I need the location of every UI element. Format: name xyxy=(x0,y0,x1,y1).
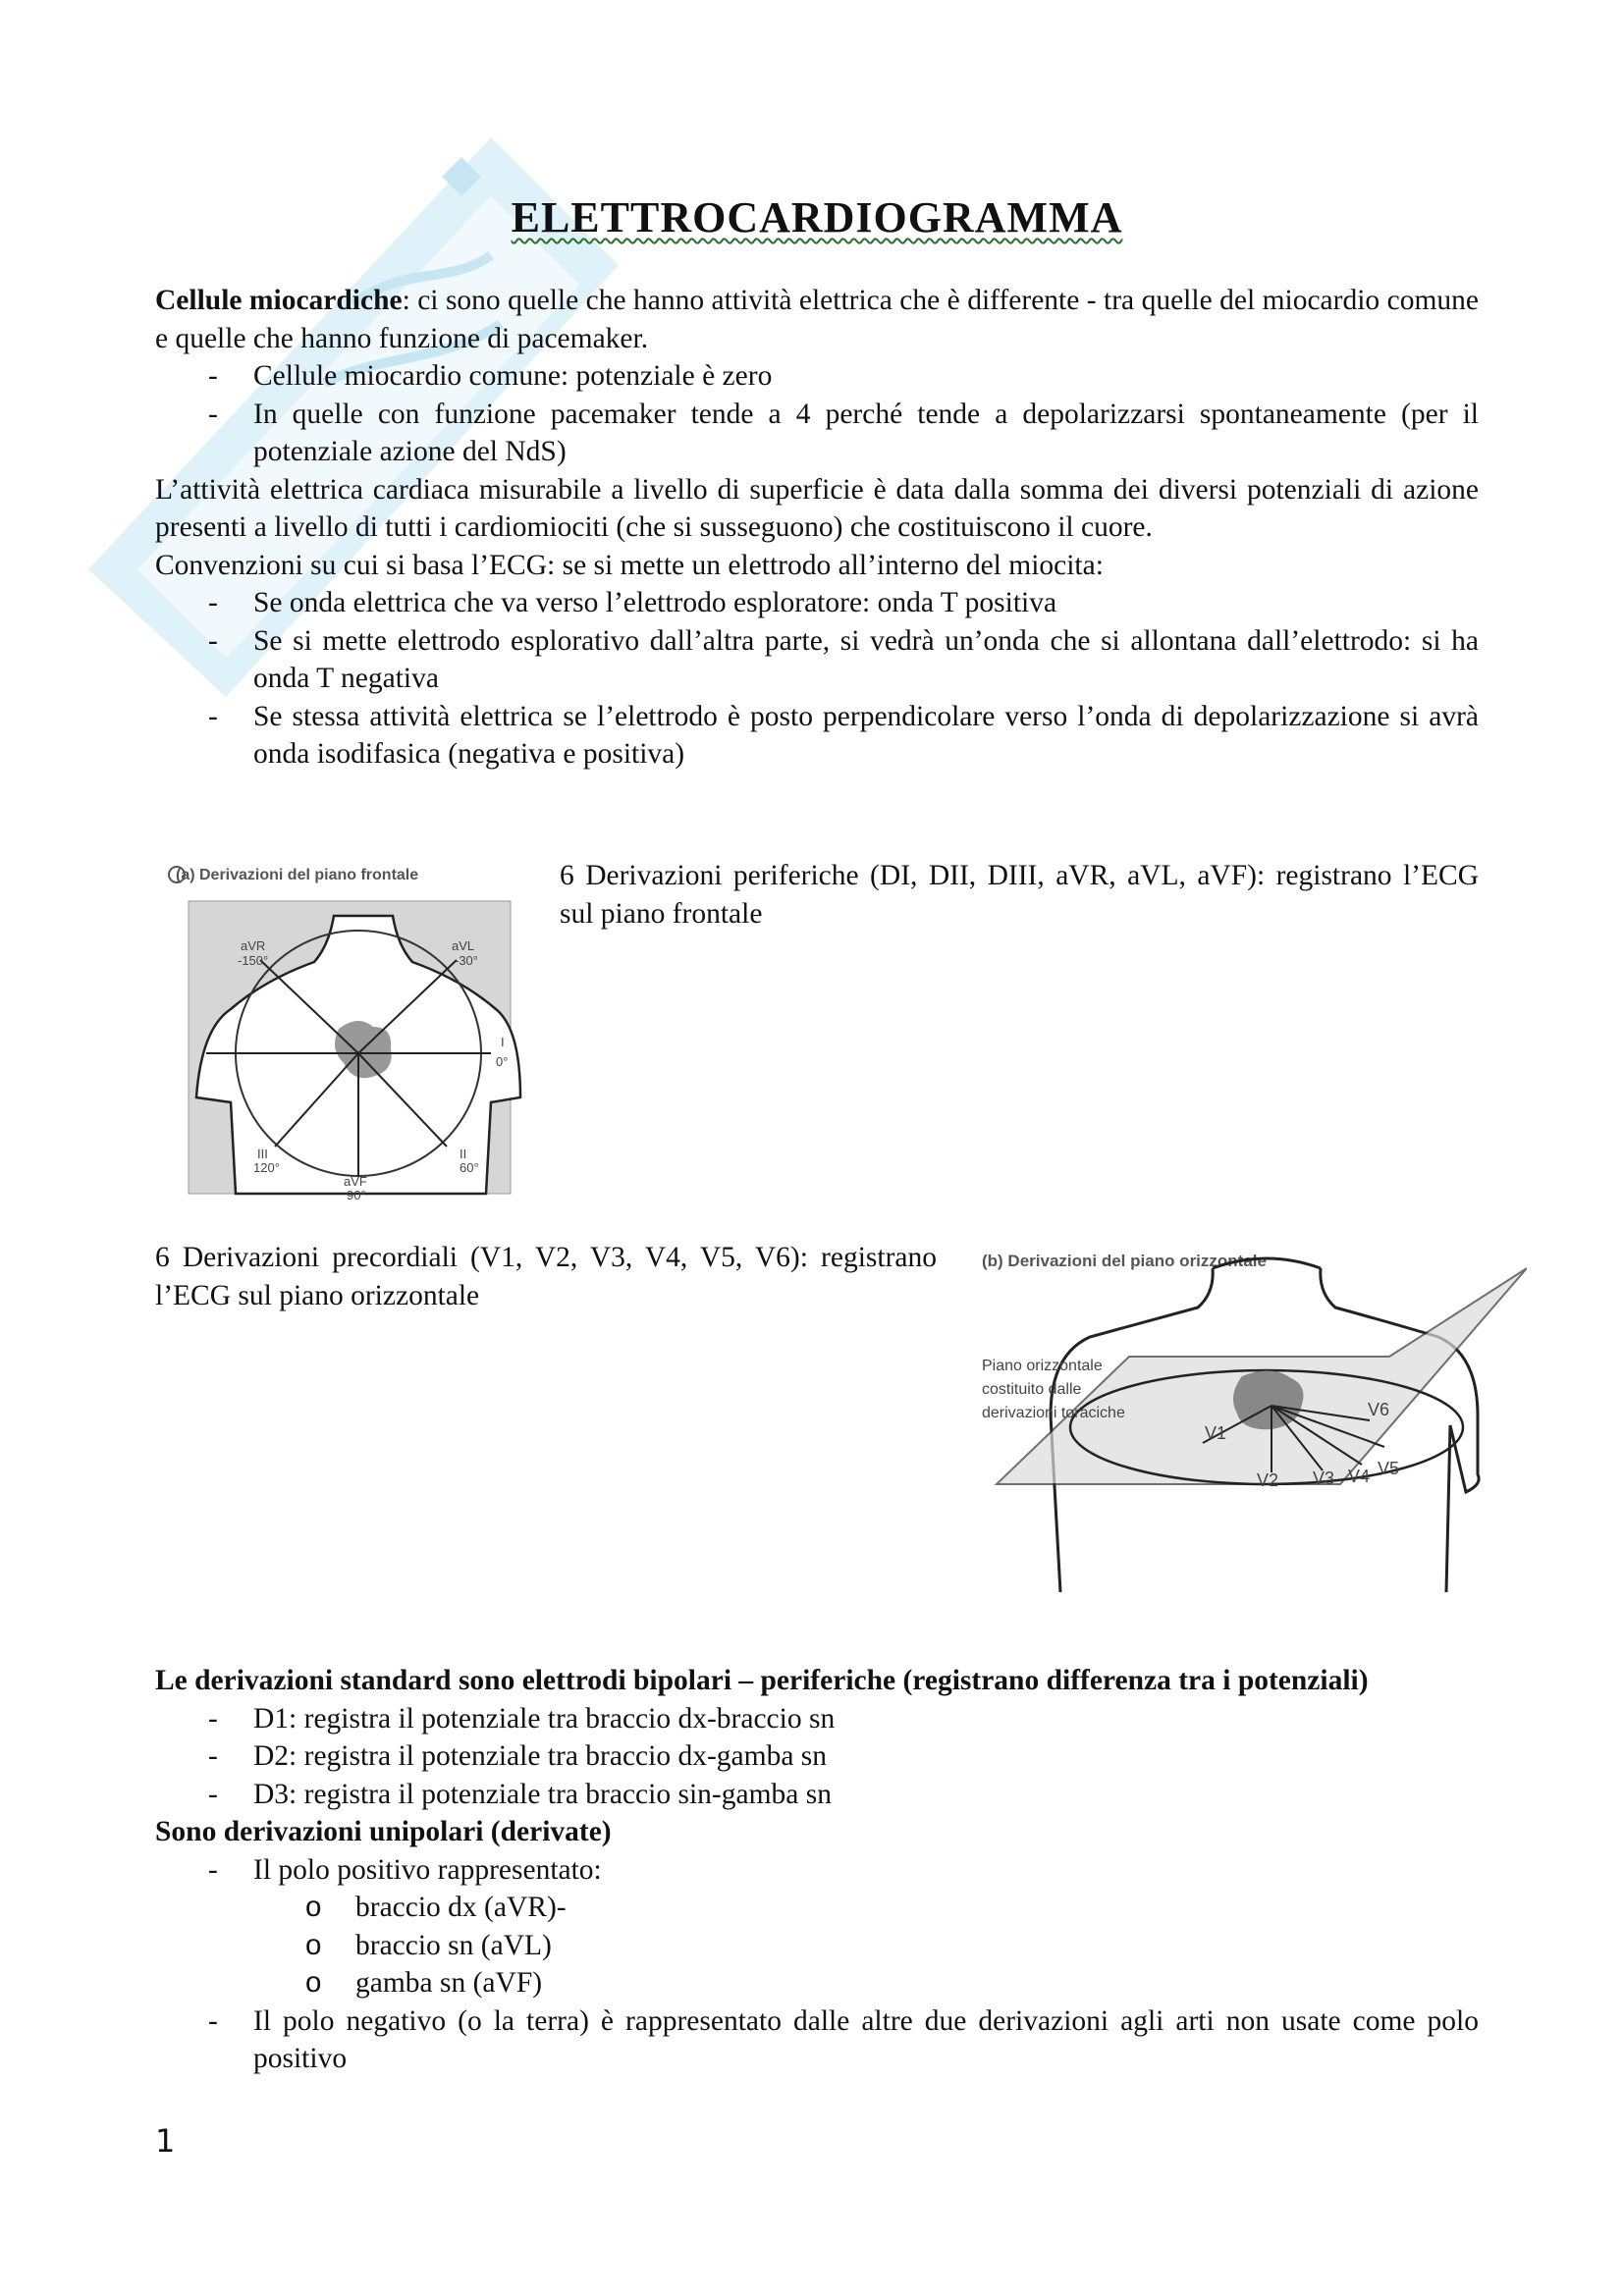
list-item: - Se onda elettrica che va verso l’elettrodo esploratore: onda T positiva xyxy=(155,584,1479,622)
svg-text:120°: 120° xyxy=(253,1160,280,1175)
frontal-description: 6 Derivazioni periferiche (DI, DII, DIII, aVR, aVL, aVF): registrano l’ECG sul piano frontale xyxy=(560,860,1479,930)
intro-list xyxy=(155,357,1479,471)
horizontal-caption: (b) Derivazioni del piano orizzontale xyxy=(982,1252,1267,1270)
svg-text:II: II xyxy=(460,1147,467,1161)
svg-text:-150°: -150° xyxy=(238,953,269,968)
intro-text: : ci sono quelle che hanno attività elettrica che è differente - tra quelle del miocardio comune e quelle che hanno funzione di pacemaker. xyxy=(155,285,1479,354)
svg-text:V4: V4 xyxy=(1348,1467,1371,1486)
svg-text:V2: V2 xyxy=(1257,1470,1279,1490)
intro-term: Cellule miocardiche xyxy=(155,285,403,316)
list-item xyxy=(155,1851,1479,2002)
svg-text:aVR: aVR xyxy=(241,938,266,953)
intro-section xyxy=(155,282,1479,774)
list-item: - Se stessa attività elettrica se l’elettrodo è posto perpendicolare verso l’onda di depolarizzazione si avrà onda isodifasica (negativa e positiva) xyxy=(155,698,1479,774)
frontal-plane-figure xyxy=(167,852,530,1205)
svg-text:V3: V3 xyxy=(1313,1468,1335,1488)
sublist-item: o braccio dx (aVR)- xyxy=(155,1889,1479,1927)
unipolar-sublist xyxy=(155,1889,1479,2002)
svg-text:0°: 0° xyxy=(496,1054,509,1069)
sublist-item: o gamba sn (aVF) xyxy=(155,1964,1479,2002)
page-number: 1 xyxy=(155,2122,176,2160)
frontal-caption: (a) Derivazioni del piano frontale xyxy=(176,867,419,883)
sublist-item: o braccio sn (aVL) xyxy=(155,1927,1479,1965)
svg-text:V6: V6 xyxy=(1368,1400,1390,1419)
list-item: - D3: registra il potenziale tra braccio sin-gamba sn xyxy=(155,1776,1479,1814)
svg-text:aVF: aVF xyxy=(344,1174,367,1189)
svg-text:V5: V5 xyxy=(1378,1459,1400,1478)
frontal-description-block xyxy=(560,857,1479,933)
unipolar-positive: Il polo positivo rappresentato: xyxy=(253,1853,602,1886)
list-item: - D1: registra il potenziale tra braccio dx-braccio sn xyxy=(155,1700,1479,1738)
intro-paragraph xyxy=(155,282,1479,357)
svg-text:Piano orizzontale: Piano orizzontale xyxy=(982,1358,1103,1374)
svg-text:V1: V1 xyxy=(1205,1423,1227,1443)
list-item: - D2: registra il potenziale tra braccio dx-gamba sn xyxy=(155,1737,1479,1776)
list-item: - Se si mette elettrodo esplorativo dall’altra parte, si vedrà un’onda che si allontana dall’elettrodo: si ha onda T negativa xyxy=(155,622,1479,698)
svg-text:costituito dalle: costituito dalle xyxy=(982,1381,1082,1398)
horizontal-description: 6 Derivazioni precordiali (V1, V2, V3, V4, V5, V6): registrano l’ECG sul piano orizzontale xyxy=(155,1242,937,1311)
page-title: ELETTROCARDIOGRAMMA xyxy=(511,193,1123,241)
list-item: - Il polo negativo (o la terra) è rappresentato dalle altre due derivazioni agli arti non usate come polo positivo xyxy=(155,2002,1479,2078)
standard-leads-section xyxy=(155,1662,1479,2078)
list-item: - In quelle con funzione pacemaker tende a 4 perché tende a depolarizzarsi spontaneamente (per il potenziale azione del NdS) xyxy=(155,396,1479,471)
conventions-list xyxy=(155,584,1479,774)
horizontal-description-block xyxy=(155,1239,937,1314)
horizontal-plane-figure xyxy=(977,1239,1527,1592)
svg-text:derivazioni toraciche: derivazioni toraciche xyxy=(982,1405,1125,1421)
svg-text:III: III xyxy=(257,1147,268,1161)
svg-text:60°: 60° xyxy=(460,1160,479,1175)
conventions-lead: Convenzioni su cui si basa l’ECG: se si mette un elettrodo all’interno del miocita: xyxy=(155,549,1104,581)
standard-heading: Le derivazioni standard sono elettrodi bipolari – periferiche (registrano differenza tra i potenziali) xyxy=(155,1665,1369,1696)
unipolar-list xyxy=(155,1851,1479,2078)
standard-list xyxy=(155,1700,1479,1814)
svg-text:90°: 90° xyxy=(347,1188,366,1202)
svg-text:I: I xyxy=(501,1035,505,1049)
activity-paragraph: L’attività elettrica cardiaca misurabile a livello di superficie è data dalla somma dei diversi potenziali di azione presenti a livello di tutti i cardiomiociti (che si susseguono) che costituiscono il cuore. xyxy=(155,473,1479,543)
list-item: - Cellule miocardio comune: potenziale è zero xyxy=(155,357,1479,396)
svg-text:-30°: -30° xyxy=(455,953,478,968)
unipolar-heading: Sono derivazioni unipolari (derivate) xyxy=(155,1816,612,1847)
svg-text:aVL: aVL xyxy=(452,938,475,953)
